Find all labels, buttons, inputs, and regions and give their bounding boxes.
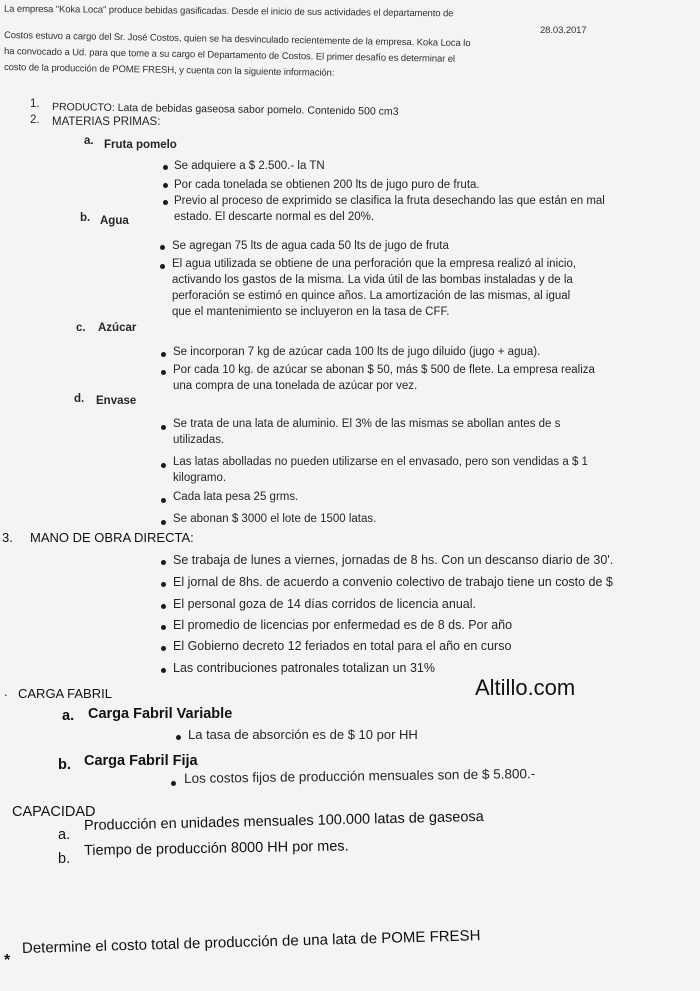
envase-bullet-3: Cada lata pesa 25 grms.	[173, 491, 299, 503]
mod-bullet-6: Las contribuciones patronales totalizan un 31%	[173, 661, 435, 675]
carga-variable-title: Carga Fabril Variable	[88, 706, 233, 722]
mod-bullet-2: El jornal de 8hs. de acuerdo a convenio colectivo de trabajo tiene un costo de $	[173, 575, 613, 589]
fruta-bullet-2: Por cada tonelada se obtienen 200 lts de jugo puro de fruta.	[174, 179, 480, 191]
bullet	[176, 735, 181, 740]
agua-bullet-2-line-3: perforación se estimó en quince años. La amortización de las mismas, al igual	[172, 290, 571, 302]
agua-bullet-2-line-2: activando los gastos de la misma. La vida útil de las bombas instaladas y de la	[172, 274, 573, 286]
section-4-number: .	[4, 684, 8, 699]
section-2-number: 2.	[30, 114, 40, 126]
bullet	[160, 245, 165, 250]
capacidad-b-label: b.	[58, 851, 71, 867]
section-3-title: MANO DE OBRA DIRECTA:	[30, 530, 194, 545]
section-2-title: MATERIAS PRIMAS:	[52, 116, 161, 128]
bullet	[161, 646, 166, 651]
subsection-c-title: Azúcar	[98, 322, 137, 334]
azucar-bullet-1: Se incorporan 7 kg de azúcar cada 100 lts de jugo diluido (jugo + agua).	[173, 346, 541, 358]
bullet	[163, 200, 168, 205]
carga-variable-label: a.	[62, 708, 75, 724]
agua-bullet-2-line-1: El agua utilizada se obtiene de una perforación que la empresa realizó al inicio,	[172, 258, 577, 270]
section-4-title: CARGA FABRIL	[18, 686, 112, 701]
bullet	[163, 165, 168, 170]
subsection-a-title: Fruta pomelo	[104, 139, 177, 151]
bullet	[161, 425, 166, 430]
section-3-number: 3.	[2, 530, 13, 545]
fruta-bullet-3-line-1: Previo al proceso de exprimido se clasifica la fruta desechando las que están en mal	[174, 195, 605, 207]
bullet	[161, 498, 166, 503]
subsection-c-label: c.	[76, 322, 86, 334]
fruta-bullet-1: Se adquiere a $ 2.500.- la TN	[174, 160, 325, 172]
envase-bullet-1-line-1: Se trata de una lata de aluminio. El 3% de las mismas se abollan antes de s	[173, 418, 561, 430]
bullet	[161, 463, 166, 468]
azucar-bullet-2-line-1: Por cada 10 kg. de azúcar se abonan $ 50, más $ 500 de flete. La empresa realiza	[173, 364, 595, 376]
agua-bullet-2-line-4: que el mantenimiento se incluyeron en la tasa de CFF.	[172, 306, 450, 318]
capacidad-b-text: Tiempo de producción 8000 HH por mes.	[83, 838, 349, 859]
agua-bullet-1: Se agregan 75 lts de agua cada 50 lts de jugo de fruta	[172, 240, 449, 252]
azucar-bullet-2-line-2: una compra de una tonelada de azúcar por vez.	[173, 380, 418, 392]
mod-bullet-4: El promedio de licencias por enfermedad es de 8 ds. Por año	[173, 618, 513, 632]
mod-bullet-1: Se trabaja de lunes a viernes, jornadas de 8 hs. Con un descanso diario de 30'.	[173, 553, 614, 567]
intro-line-3: ha convocado a Ud. para que tome a su cargo el Departamento de Costos. El primer desafío es determinar el	[3, 46, 456, 65]
document-date: 28.03.2017	[540, 25, 587, 36]
intro-line-4: costo de la producción de POME FRESH, y cuenta con la siguiente información:	[3, 62, 335, 79]
bullet	[161, 520, 166, 525]
subsection-b-label: b.	[80, 212, 91, 224]
intro-line-2: Costos estuvo a cargo del Sr. José Costos, quien se ha desvinculado recientemente de la empresa. Koka Loca lo	[3, 30, 471, 50]
bullet	[161, 560, 166, 565]
carga-variable-bullet: La tasa de absorción es de $ 10 por HH	[188, 727, 418, 742]
mod-bullet-5: El Gobierno decreto 12 feriados en total para el año en curso	[173, 639, 512, 653]
subsection-a-label: a.	[84, 135, 94, 147]
bullet	[160, 264, 165, 269]
bullet	[161, 582, 166, 587]
watermark-text: Altillo.com	[475, 675, 576, 700]
envase-bullet-4: Se abonan $ 3000 el lote de 1500 latas.	[173, 513, 377, 525]
bullet	[171, 781, 176, 786]
subsection-b-title: Agua	[100, 215, 129, 227]
bullet	[161, 370, 166, 375]
capacidad-a-label: a.	[58, 827, 71, 843]
capacidad-title: CAPACIDAD	[12, 804, 96, 820]
mod-bullet-3: El personal goza de 14 días corridos de licencia anual.	[173, 597, 476, 611]
section-1-number: 1.	[30, 98, 40, 110]
intro-line-1: La empresa "Koka Loca" produce bebidas gasificadas. Desde el inicio de sus actividades el departamento de	[3, 3, 454, 20]
carga-fija-bullet: Los costos fijos de producción mensuales son de $ 5.800.-	[183, 766, 536, 786]
bullet	[161, 352, 166, 357]
bullet	[161, 604, 166, 609]
envase-bullet-1-line-2: utilizadas.	[173, 434, 225, 446]
subsection-d-label: d.	[74, 393, 85, 405]
carga-fija-label: b.	[58, 757, 71, 773]
capacidad-a-text: Producción en unidades mensuales 100.000 latas de gaseosa	[83, 808, 484, 834]
bullet	[163, 183, 168, 188]
section-1-text: PRODUCTO: Lata de bebidas gaseosa sabor pomelo. Contenido 500 cm3	[51, 101, 399, 118]
bullet	[161, 668, 166, 673]
envase-bullet-2-line-1: Las latas abolladas no pueden utilizarse en el envasado, pero son vendidas a $ 1	[173, 456, 588, 468]
task-text: Determine el costo total de producción de una lata de POME FRESH	[21, 927, 481, 957]
carga-fija-title: Carga Fabril Fija	[84, 753, 198, 769]
envase-bullet-2-line-2: kilogramo.	[173, 472, 227, 484]
bullet	[161, 625, 166, 630]
fruta-bullet-3-line-2: estado. El descarte normal es del 20%.	[174, 211, 375, 223]
task-star: *	[4, 952, 11, 969]
subsection-d-title: Envase	[96, 395, 137, 407]
